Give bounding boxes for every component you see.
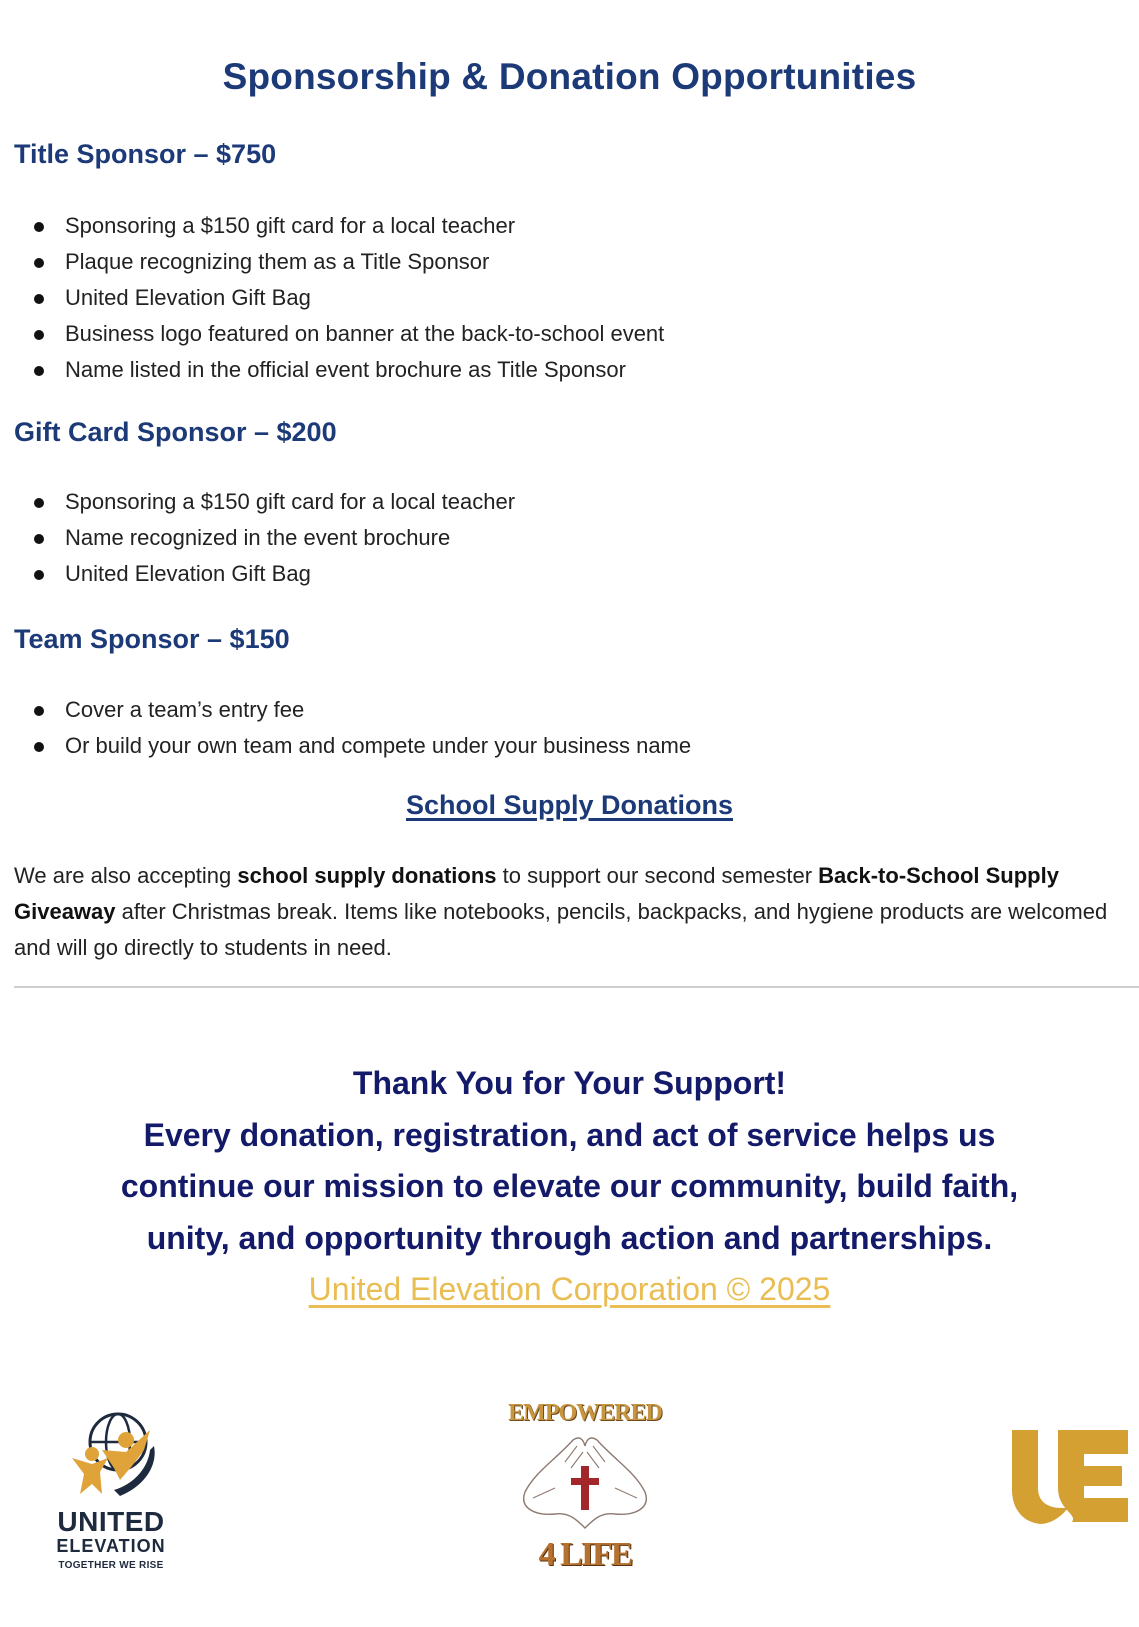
thank-you-line: Thank You for Your Support!	[352, 1065, 787, 1101]
logo-elevation-text: ELEVATION	[56, 1536, 166, 1556]
gift-card-sponsor-heading: Gift Card Sponsor – $200	[14, 417, 337, 447]
list-item: Sponsoring a $150 gift card for a local teacher	[0, 208, 664, 244]
list-item: Or build your own team and compete under your business name	[0, 728, 691, 764]
bullet-icon	[34, 742, 44, 752]
logo-united-text: UNITED	[57, 1506, 165, 1537]
school-supply-paragraph: We are also accepting school supply donations to support our second semester Back-to-School Supply Giveaway after Christmas break. Items like notebooks, pencils, backpacks, and hygiene products are welcomed and will go directly to students in need.	[14, 863, 1108, 960]
list-item: Name listed in the official event brochure as Title Sponsor	[0, 352, 664, 388]
mission-line: Every donation, registration, and act of service helps us	[143, 1116, 996, 1153]
bullet-icon	[34, 258, 44, 268]
page-title: Sponsorship & Donation Opportunities	[222, 56, 917, 97]
list-item: Plaque recognizing them as a Title Sponsor	[0, 244, 664, 280]
mission-line: continue our mission to elevate our community, build faith,	[120, 1168, 1019, 1204]
closing-message	[0, 1058, 1139, 1316]
bullet-icon	[34, 330, 44, 340]
united-elevation-logo	[46, 1410, 176, 1570]
list-item: United Elevation Gift Bag	[0, 280, 664, 316]
4-life-text: 4 LIFE	[538, 1536, 632, 1573]
bullet-icon	[34, 534, 44, 544]
list-item: Business logo featured on banner at the back-to-school event	[0, 316, 664, 352]
bullet-icon	[34, 366, 44, 376]
mission-line: unity, and opportunity through action and partnerships.	[146, 1219, 993, 1256]
team-sponsor-benefits	[0, 692, 691, 764]
logo-tagline-text: TOGETHER WE RISE	[58, 1560, 164, 1571]
list-item: Cover a team’s entry fee	[0, 692, 691, 728]
team-sponsor-heading: Team Sponsor – $150	[14, 624, 290, 654]
school-supply-heading: School Supply Donations	[405, 790, 733, 820]
title-sponsor-benefits	[0, 208, 664, 388]
bullet-icon	[34, 570, 44, 580]
copyright-link[interactable]: United Elevation Corporation © 2025	[308, 1271, 831, 1307]
list-item: Sponsoring a $150 gift card for a local teacher	[0, 484, 515, 520]
ue-monogram-icon	[1010, 1428, 1128, 1524]
list-item: Name recognized in the event brochure	[0, 520, 515, 556]
bullet-icon	[34, 222, 44, 232]
bullet-icon	[34, 498, 44, 508]
ue-monogram-logo	[1010, 1428, 1128, 1524]
bullet-icon	[34, 294, 44, 304]
empowered-4-life-logo	[505, 1400, 665, 1575]
bullet-icon	[34, 706, 44, 716]
title-sponsor-heading: Title Sponsor – $750	[14, 139, 277, 169]
gift-card-sponsor-benefits	[0, 484, 515, 592]
empowered-text: EMPOWERED	[508, 1400, 662, 1426]
list-item: United Elevation Gift Bag	[0, 556, 515, 592]
praying-hands-cross-icon	[505, 1432, 665, 1532]
globe-hand-people-icon	[58, 1410, 168, 1500]
section-divider	[14, 986, 1139, 988]
